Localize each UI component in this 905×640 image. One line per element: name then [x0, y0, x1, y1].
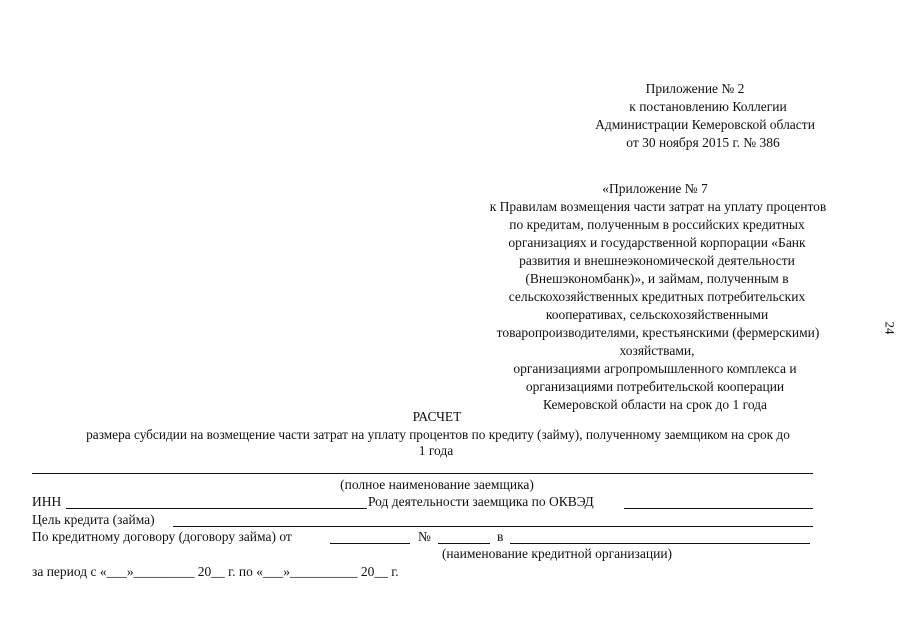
bank-caption: (наименование кредитной организации)	[441, 546, 673, 561]
bank-in-label: в	[497, 529, 504, 544]
purpose-field[interactable]	[173, 526, 813, 527]
appendix-line-7: сельскохозяйственных кредитных потребительских	[508, 289, 806, 304]
borrower-name-field[interactable]	[32, 473, 813, 474]
appendix-line-13: Кемеровской области на срок до 1 года	[542, 397, 768, 412]
calc-subtitle-line-1: размера субсидии на возмещение части затрат на уплату процентов по кредиту (займу), полученному заемщиком на срок до	[86, 427, 790, 442]
inn-field[interactable]	[66, 508, 367, 509]
borrower-caption: (полное наименование заемщика)	[340, 477, 534, 492]
appendix-line-8: кооперативах, сельскохозяйственными	[545, 307, 769, 322]
header-line-3: Администрации Кемеровской области	[595, 117, 815, 132]
appendix-line-4: организациях и государственной корпорации «Банк	[508, 235, 806, 250]
appendix-line-6: (Внешэкономбанк)», и займам, полученным в	[525, 271, 789, 286]
period-line: за период с «___»_________ 20__ г. по «___»__________ 20__ г.	[32, 564, 399, 579]
contract-number-label: №	[418, 529, 431, 544]
appendix-line-2: к Правилам возмещения части затрат на уплату процентов	[489, 199, 827, 214]
appendix-line-12: организациями потребительской кооперации	[525, 379, 785, 394]
appendix-line-10: хозяйствами,	[619, 343, 695, 358]
appendix-line-11: организациями агропромышленного комплекса и	[513, 361, 797, 376]
header-line-1: Приложение № 2	[645, 81, 745, 96]
purpose-label: Цель кредита (займа)	[32, 512, 155, 527]
contract-number-field[interactable]	[438, 543, 490, 544]
calc-title: РАСЧЕТ	[412, 409, 462, 424]
contract-label: По кредитному договору (договору займа) от	[32, 529, 292, 544]
header-line-4: от 30 ноября 2015 г. № 386	[626, 135, 780, 150]
header-line-2: к постановлению Коллегии	[629, 99, 787, 114]
contract-date-field[interactable]	[330, 543, 410, 544]
okved-label: Род деятельности заемщика по ОКВЭД	[368, 494, 594, 509]
inn-label: ИНН	[32, 494, 62, 509]
appendix-line-1: «Приложение № 7	[602, 181, 708, 196]
okved-field[interactable]	[624, 508, 813, 509]
page-number: 24	[882, 321, 898, 335]
appendix-line-5: развития и внешнеэкономической деятельности	[519, 253, 795, 268]
appendix-line-9: товаропроизводителями, крестьянскими (фермерскими)	[496, 325, 820, 340]
calc-subtitle-line-2: 1 года	[418, 443, 454, 458]
bank-name-field[interactable]	[510, 543, 810, 544]
appendix-line-3: по кредитам, полученным в российских кредитных	[509, 217, 805, 232]
